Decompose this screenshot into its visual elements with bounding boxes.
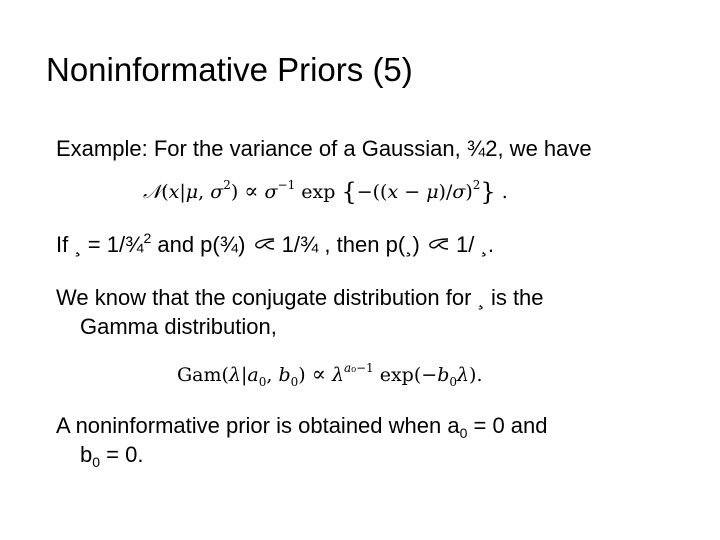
paragraph-example: Example: For the variance of a Gaussian, ¾2, we have	[56, 136, 592, 161]
p2-text-d: 1/ ¸.	[449, 232, 494, 257]
p3-line2: Gamma distribution,	[80, 314, 277, 339]
paragraph-noninformative	[56, 411, 548, 469]
equation-gamma: $Gam(\lambda|a_0$, $b_0) \propto \lambda^{a_0-1}$ $\exp(-b_0\lambda)$.	[177, 361, 483, 389]
p4-line2	[56, 440, 548, 469]
propto-icon-2	[426, 230, 450, 259]
p2-text-a: If ¸ = 1/¾	[56, 232, 144, 257]
slide-title: Noninformative Priors (5)	[46, 51, 413, 88]
p4-line2-b: = 0.	[100, 442, 144, 467]
p4-line1-sub: 0	[459, 425, 468, 441]
p2-text-b: and p(¾)	[151, 232, 252, 257]
p2-sup-a: 2	[143, 230, 152, 246]
paragraph-if-statement	[56, 230, 494, 259]
paragraph-conjugate	[56, 283, 544, 341]
equation-gaussian-prior: 𝒩(x|μ, $\sigma^2) \propto \sigma^{-1}$ $\exp \{-((x - \mu)/\sigma)^2\}$ .	[143, 178, 508, 206]
p2-text-c: 1/¾ , then p(¸)	[275, 232, 426, 257]
p4-line1-b: = 0 and	[467, 413, 548, 438]
p4-line2-sub: 0	[92, 454, 101, 470]
p4-line2-a: b	[80, 442, 93, 467]
propto-icon	[252, 230, 276, 259]
p4-line1-a: A noninformative prior is obtained when a	[56, 413, 460, 438]
p3-line1: We know that the conjugate distribution for ¸ is the	[56, 285, 544, 310]
